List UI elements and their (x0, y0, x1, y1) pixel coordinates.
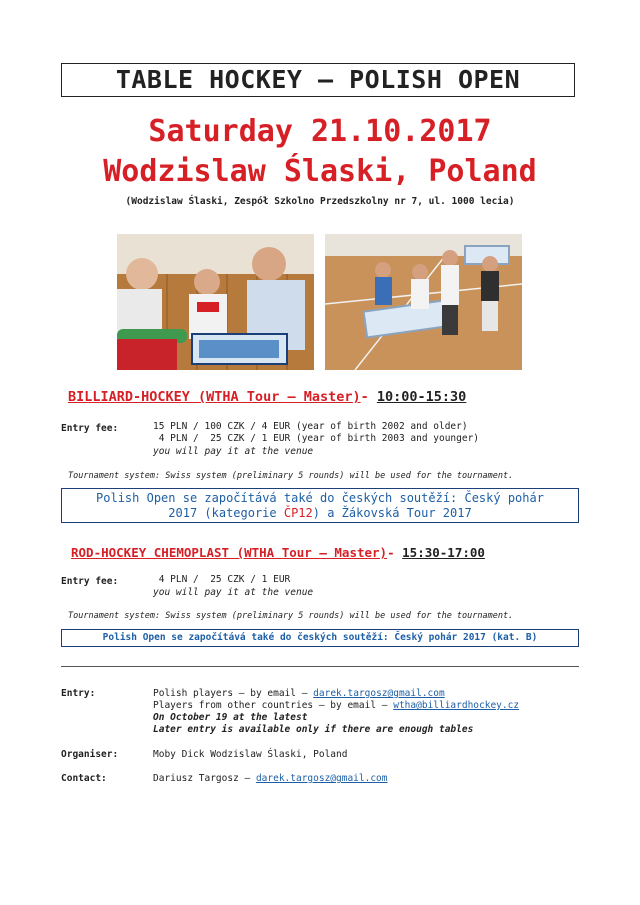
rod-hockey-title: ROD-HOCKEY CHEMOPLAST (WTHA Tour – Master) (71, 545, 388, 560)
rod-fee-label: Entry fee: (61, 576, 119, 587)
venue-address: (Wodzislaw Ślaski, Zespół Szkolno Przedszkolny nr 7, ul. 1000 lecia) (125, 196, 515, 207)
billiard-fee-line-2: 4 PLN / 25 CZK / 1 EUR (year of birth 2003 and younger) (153, 433, 480, 444)
billiard-czech-note (61, 488, 579, 523)
billiard-hockey-heading (68, 389, 466, 405)
entry-label: Entry: (61, 688, 96, 699)
rod-hockey-time: 15:30-17:00 (402, 545, 485, 560)
billiard-fee-label: Entry fee: (61, 423, 119, 434)
rod-pay-note: you will pay it at the venue (153, 587, 314, 598)
rod-czech-note: Polish Open se započítává také do českých soutěží: Český pohár 2017 (kat. B) (61, 629, 579, 647)
contact-label: Contact: (61, 773, 107, 784)
billiard-hockey-title: BILLIARD-HOCKEY (WTHA Tour – Master) (68, 389, 361, 405)
rod-tournament-system: Tournament system: Swiss system (preliminary 5 rounds) will be used for the tournament. (68, 611, 514, 621)
entry-deadline: On October 19 at the latest (153, 712, 308, 723)
rod-hockey-heading (71, 545, 485, 560)
page-title: TABLE HOCKEY – POLISH OPEN (61, 63, 575, 97)
billiard-pay-note: you will pay it at the venue (153, 446, 314, 457)
entry-later-note: Later entry is available only if there are enough tables (153, 724, 474, 735)
contact-value: Dariusz Targosz – darek.targosz@gmail.com (153, 773, 388, 784)
organiser-label: Organiser: (61, 749, 119, 760)
email-link-wtha[interactable]: wtha@billiardhockey.cz (393, 700, 520, 711)
divider-line (61, 666, 579, 667)
photo-billiard-hockey (117, 234, 314, 370)
billiard-tournament-system: Tournament system: Swiss system (preliminary 5 rounds) will be used for the tournament. (68, 471, 514, 481)
entry-line-polish: Polish players – by email – darek.targosz@gmail.com (153, 688, 445, 699)
czech-note-line-2: 2017 (kategorie ČP12) a Žákovská Tour 2017 (168, 506, 472, 520)
billiard-fee-line-1: 15 PLN / 100 CZK / 4 EUR (year of birth 2002 and older) (153, 421, 468, 432)
heading-dash: - (360, 389, 369, 405)
billiard-hockey-time: 10:00-15:30 (376, 389, 467, 405)
email-link-contact[interactable]: darek.targosz@gmail.com (255, 773, 388, 784)
event-place: Wodzislaw Ślaski, Poland (103, 154, 537, 189)
rod-fee-line: 4 PLN / 25 CZK / 1 EUR (153, 574, 291, 585)
photo-rod-hockey (325, 234, 522, 370)
czech-category-cp12: ČP12 (283, 506, 313, 520)
event-date: Saturday 21.10.2017 (148, 114, 492, 149)
czech-note-line-1: Polish Open se započítává také do českých soutěží: Český pohár (96, 491, 544, 505)
entry-line-foreign: Players from other countries – by email – wtha@billiardhockey.cz (153, 700, 520, 711)
email-link-darek[interactable]: darek.targosz@gmail.com (313, 688, 445, 699)
organiser-value: Moby Dick Wodzislaw Ślaski, Poland (153, 749, 348, 760)
heading-dash: - (387, 545, 395, 560)
